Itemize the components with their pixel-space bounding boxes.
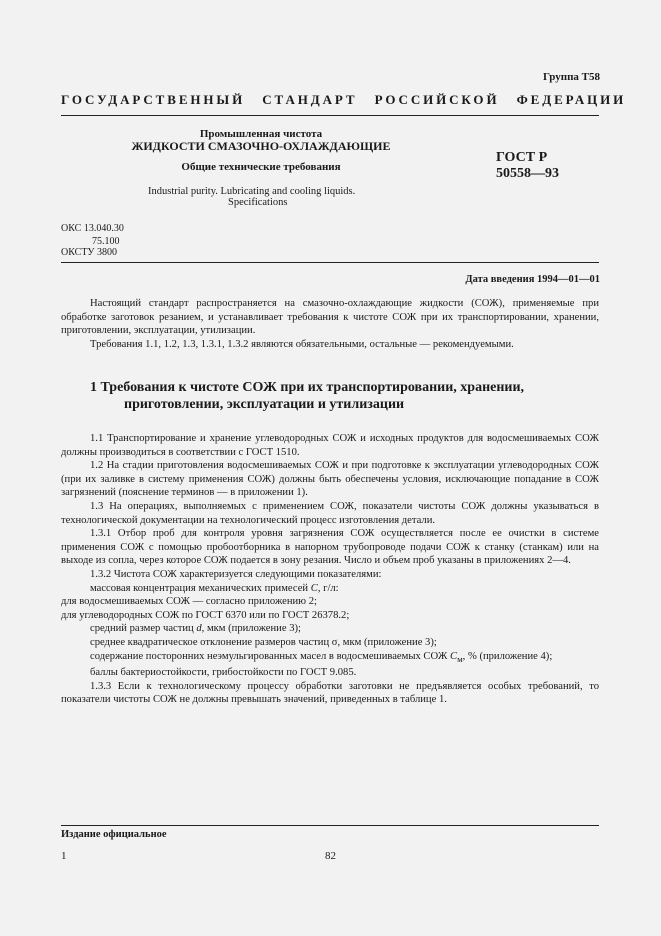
list-item-particle-size: средний размер частиц d, мкм (приложение 3);: [90, 623, 301, 635]
paragraph-1-3: 1.3 На операциях, выполняемых с применением СОЖ, показатели чистоты СОЖ должны указываться в технологической документации на технологический процесс изготовления детали.: [61, 500, 599, 526]
paragraph-1-2: 1.2 На стадии приготовления водосмешиваемых СОЖ и при подготовке к эксплуатации углеводородных СОЖ (при их заливке в систему применения СОЖ) должны быть обеспечены условия, исключающие попадание в СОЖ загрязнений (пояснение терминов — в приложении 1).: [61, 460, 599, 499]
list-item-hydrocarbon: для углеводородных СОЖ по ГОСТ 6370 или по ГОСТ 26378.2;: [61, 609, 350, 621]
list-item-concentration: массовая концентрация механических примесей C, г/л:: [90, 582, 339, 594]
meta-rule: [61, 262, 599, 263]
group-code: Группа Т58: [542, 71, 600, 83]
paragraph-1-1: 1.1 Транспортирование и хранение углеводородных СОЖ и исходных продуктов для водосмешиваемых СОЖ должны производиться в соответствии с ГОСТ 1510.: [61, 433, 599, 458]
paragraph-1-3-3: 1.3.3 Если к технологическому процессу обработки заготовки не предъявляется особых требований, то показатели чистоты СОЖ не должны превышать значений, приведенных в таблице 1.: [61, 680, 599, 706]
title-line-2: ЖИДКОСТИ СМАЗОЧНО-ОХЛАЖДАЮЩИЕ: [131, 139, 391, 153]
sheet-number: 1: [61, 850, 67, 862]
section-1-heading-line-2: приготовлении, эксплуатации и утилизации: [124, 397, 405, 412]
english-title-2: Specifications: [228, 197, 288, 208]
footer-rule: [61, 825, 599, 826]
gost-number: 50558—93: [496, 166, 559, 181]
english-title-1: Industrial purity. Lubricating and cooling liquids.: [148, 186, 356, 197]
list-item-foreign-oils: содержание посторонних неэмульгированных масел в водосмешиваемых СОЖ $C_м$, % (приложение 4);: [90, 650, 553, 664]
list-item-water-based: для водосмешиваемых СОЖ — согласно приложению 2;: [61, 596, 317, 608]
introduction-date: Дата введения 1994—01—01: [465, 274, 600, 285]
oks-code-1: ОКС 13.040.30: [61, 223, 124, 234]
list-item-std-deviation: среднее квадратическое отклонение размеров частиц σ, мкм (приложение 3);: [90, 636, 437, 648]
section-1-heading-line-1: 1 Требования к чистоте СОЖ при их транспортировании, хранении,: [90, 380, 525, 395]
oks-code-2: 75.100: [92, 236, 120, 247]
gost-label: ГОСТ Р: [496, 150, 548, 165]
list-item-bacteria: баллы бактериостойкости, грибостойкости по ГОСТ 9.085.: [90, 667, 357, 679]
standard-banner: ГОСУДАРСТВЕННЫЙ СТАНДАРТ РОССИЙСКОЙ ФЕДЕРАЦИИ: [61, 92, 627, 107]
paragraph-1-3-1: 1.3.1 Отбор проб для контроля уровня загрязнения СОЖ осуществляется после ее очистки в системе применения СОЖ с помощью пробоотборника в напорном трубопроводе подачи СОЖ к станку (станкам) или на выходе из сопла, через которое СОЖ подается в зону резания. Число и объем проб указаны в приложениях 2—4.: [61, 528, 599, 567]
section-1-heading: [90, 379, 590, 413]
paragraph-1-3-2: 1.3.2 Чистота СОЖ характеризуется следующими показателями:: [90, 568, 382, 580]
okstu-code: ОКСТУ 3800: [61, 247, 118, 258]
intro-paragraph-2: Требования 1.1, 1.2, 1.3, 1.3.1, 1.3.2 являются обязательными, остальные — рекомендуемыми.: [90, 338, 514, 350]
title-line-3: Общие технические требования: [181, 161, 341, 173]
intro-paragraph-1: Настоящий стандарт распространяется на смазочно-охлаждающие жидкости (СОЖ), применяемые при обработке заготовок резанием, и устанавливает требования к чистоте СОЖ при их транспортировании, хранении, приготовлении, эксплуатации, утилизации.: [61, 298, 599, 337]
section-1-body: [61, 432, 599, 707]
title-line-1: Промышленная чистота: [199, 128, 323, 140]
header-rule: [61, 115, 599, 116]
intro-block: [61, 297, 599, 351]
page-number: 82: [325, 850, 336, 862]
edition-note: Издание официальное: [61, 829, 167, 840]
